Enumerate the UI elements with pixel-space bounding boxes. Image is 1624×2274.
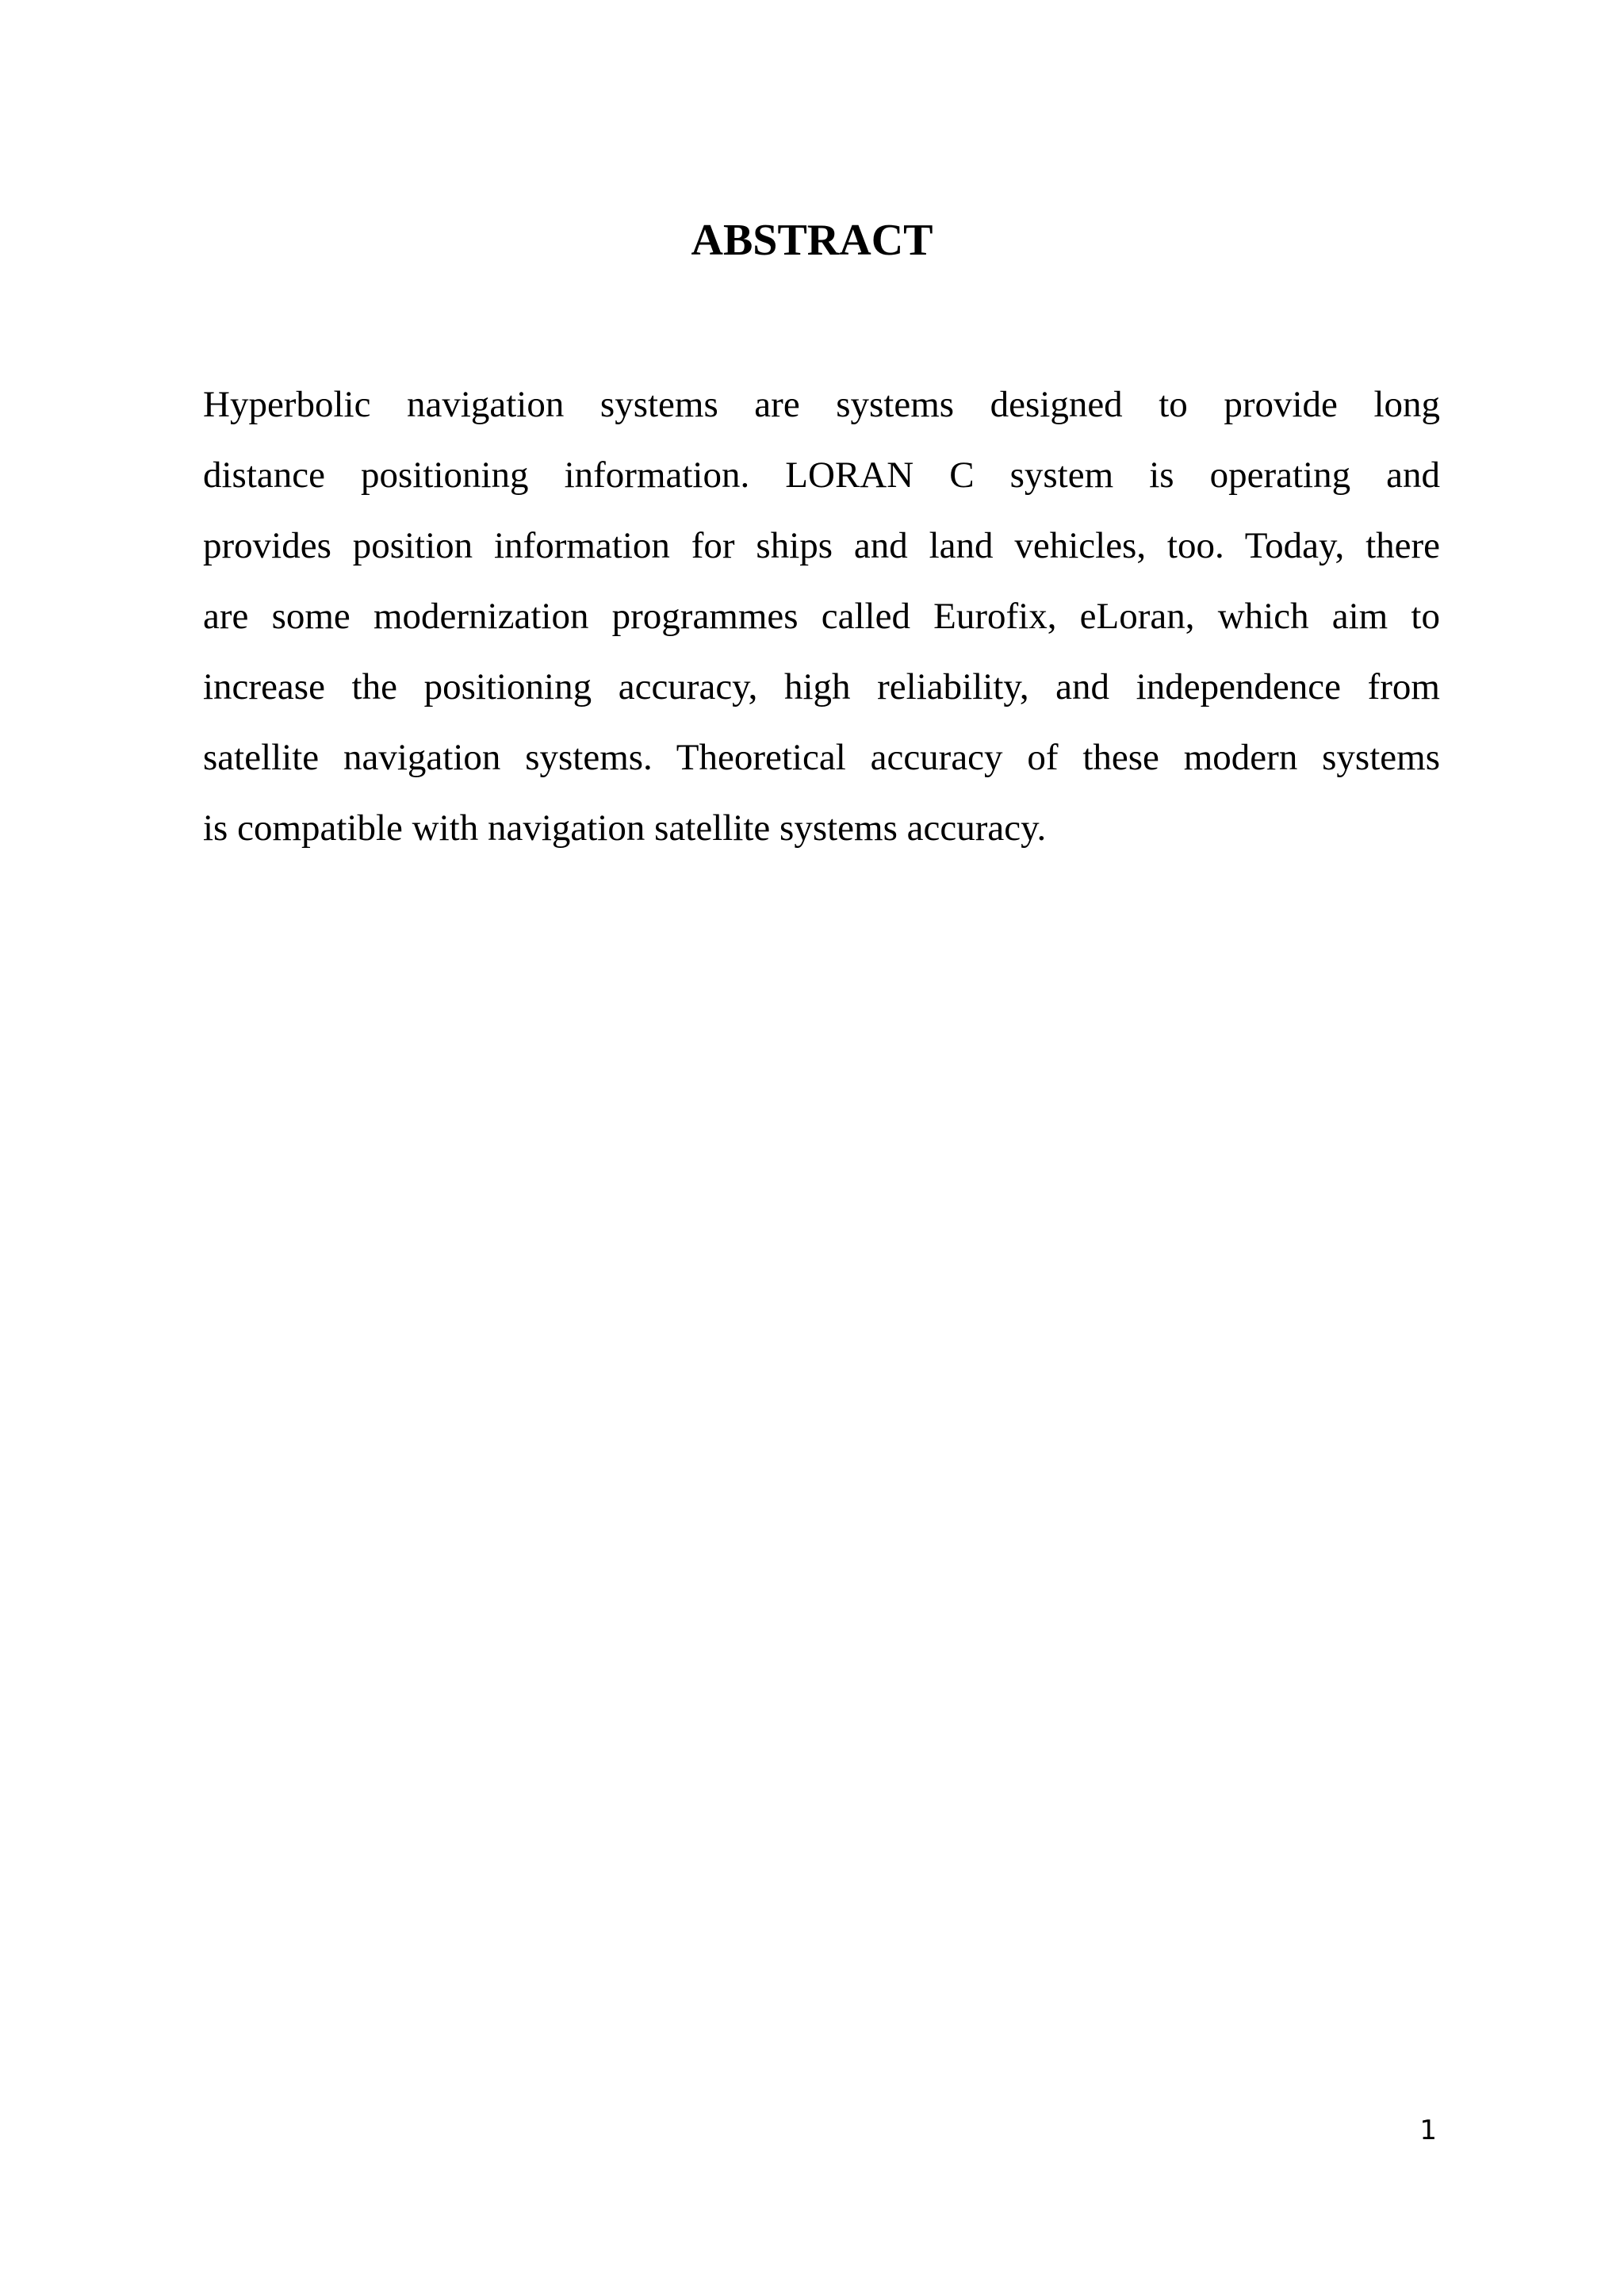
paragraph-line: are some modernization programmes called Eurofix, eLoran, which aim to <box>203 596 1440 637</box>
paragraph-line: increase the positioning accuracy, high reliability, and independence from <box>203 666 1440 708</box>
abstract-paragraph <box>203 370 1440 864</box>
paragraph-line: distance positioning information. LORAN C system is operating and <box>203 454 1440 496</box>
abstract-heading: ABSTRACT <box>691 216 933 265</box>
paragraph-line: Hyperbolic navigation systems are systems designed to provide long <box>203 384 1440 425</box>
paragraph-line: provides position information for ships and land vehicles, too. Today, there <box>203 525 1440 566</box>
page-number: 1 <box>1419 2115 1437 2146</box>
paragraph-line: satellite navigation systems. Theoretical accuracy of these modern systems <box>203 737 1440 778</box>
paragraph-line: is compatible with navigation satellite systems accuracy. <box>203 807 1047 849</box>
